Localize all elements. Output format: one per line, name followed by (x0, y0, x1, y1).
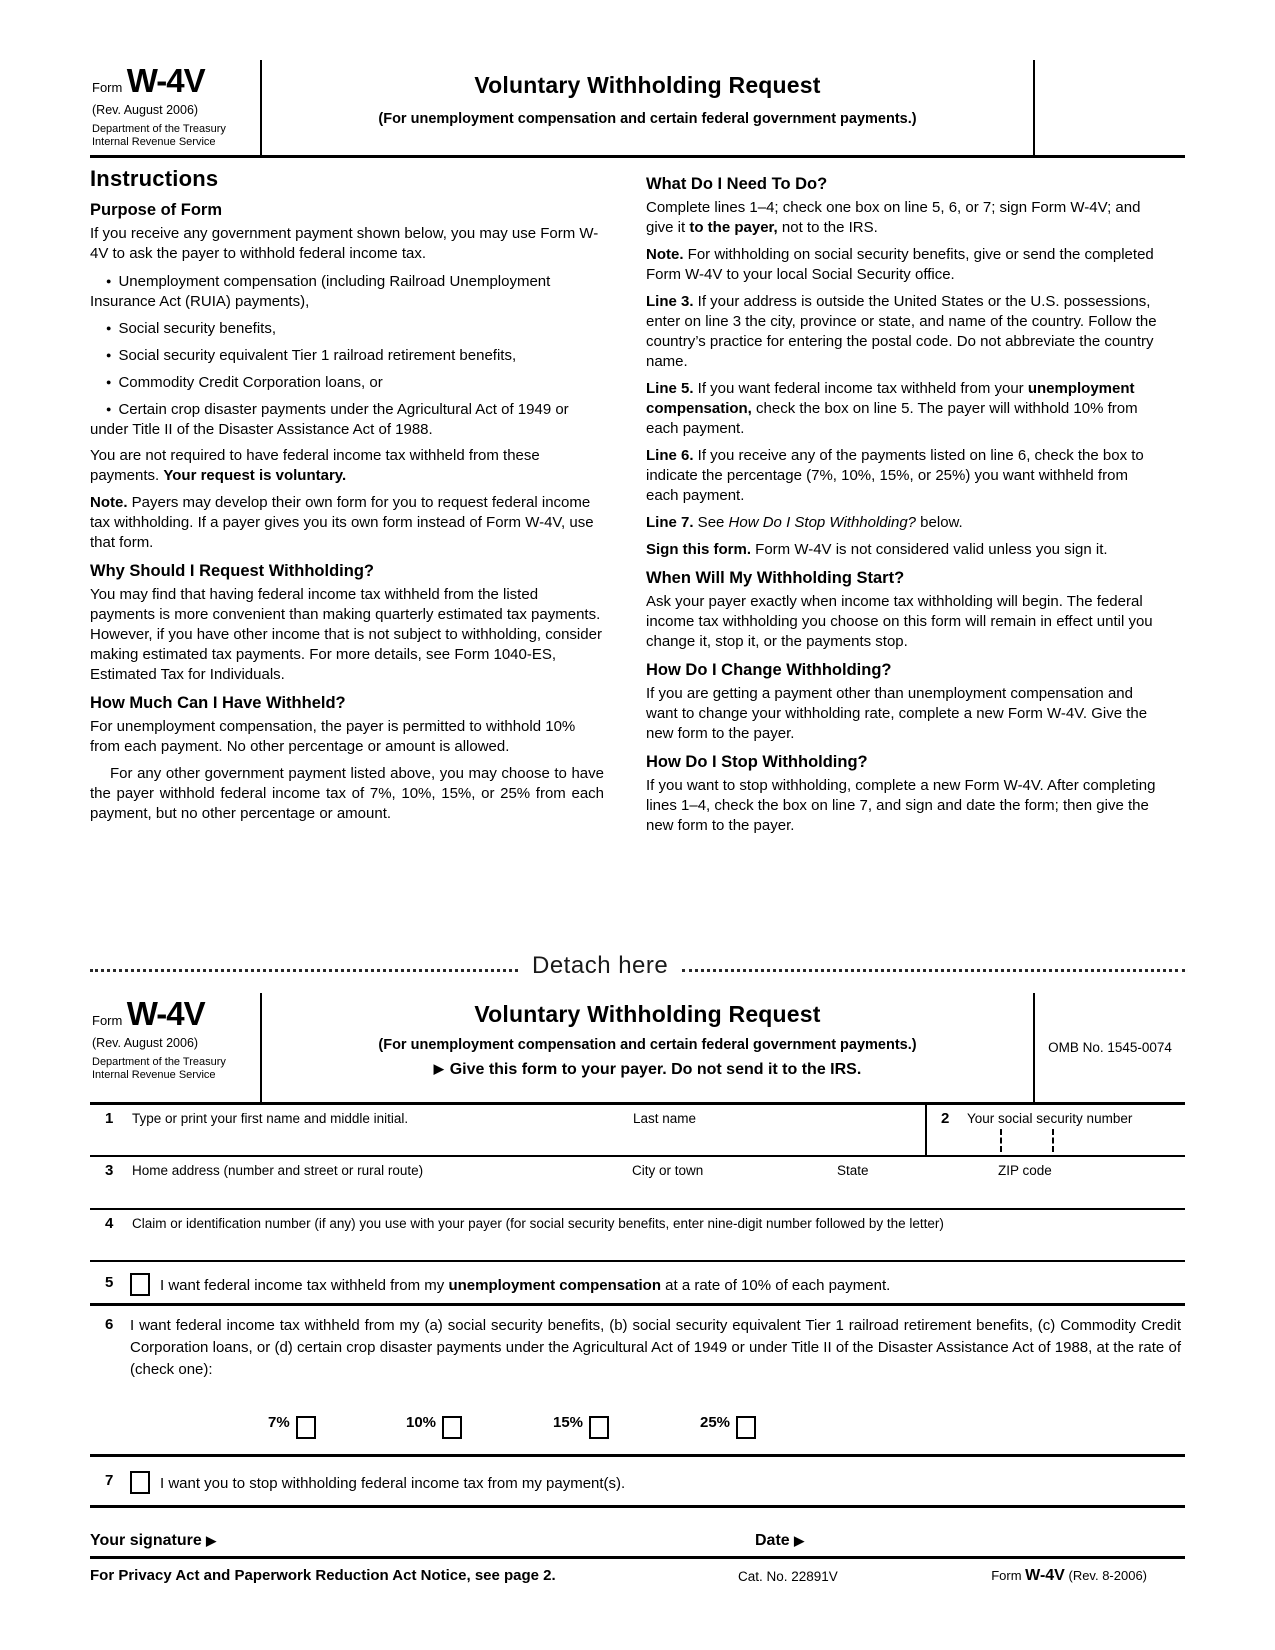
line6-text (130, 1315, 1181, 1381)
instructions-section (90, 166, 1185, 843)
signature-field[interactable] (280, 1522, 710, 1552)
instructions-paragraph (646, 379, 1160, 439)
line2-ssn-cell (925, 1105, 1185, 1155)
line1-row (90, 1105, 1185, 1157)
omb-box (1035, 993, 1185, 1102)
date-label-text: Date (755, 1532, 790, 1549)
line1-last-name-label: Last name (633, 1111, 697, 1126)
line7-row (90, 1457, 1185, 1508)
line6-row (90, 1306, 1185, 1457)
instructions-right-column (646, 166, 1160, 843)
line4-row (90, 1210, 1185, 1262)
text-run: You are not required to have federal income tax withheld from these payments. (90, 447, 540, 484)
percentage-option-25 (700, 1414, 756, 1439)
text-run: What Do I Need To Do? (646, 175, 828, 193)
bottom-agency-block (90, 993, 262, 1102)
instructions-paragraph (646, 540, 1160, 560)
instructions-paragraph (646, 776, 1160, 836)
omb-number: OMB No. 1545-0074 (1048, 1040, 1172, 1055)
instructions-subheading (646, 175, 1160, 194)
line6-number: 6 (105, 1316, 114, 1333)
form-ref-revision: (Rev. 8-2006) (1068, 1568, 1147, 1583)
instructions-paragraph (646, 684, 1160, 744)
city-field[interactable] (632, 1181, 822, 1207)
detach-row (90, 936, 1185, 980)
signature-label-text: Your signature (90, 1532, 202, 1549)
text-run: Line 3. (646, 293, 694, 310)
bottom-title-block (262, 993, 1035, 1102)
line4-number: 4 (105, 1215, 114, 1232)
line2-number: 2 (941, 1110, 950, 1127)
instructions-heading (90, 166, 604, 192)
bullet-icon: ● (106, 377, 112, 387)
form-word-label: Form (92, 1013, 123, 1028)
right-arrow-icon: ▶ (433, 1061, 444, 1076)
line6-percentage-options (90, 1414, 1185, 1446)
treasury-label: Department of the Treasury (92, 123, 226, 135)
last-name-field[interactable] (633, 1129, 913, 1155)
text-run: If your address is outside the United States or the U.S. possessions, enter on line 3 the city, province or state, and name of the country. Follow the country’s practice for entering the postal code. Do not abbreviate the country name. (646, 293, 1157, 370)
percentage-checkbox-15[interactable] (589, 1416, 609, 1439)
text-run: Instructions (90, 166, 219, 191)
text-run: Social security benefits, (118, 320, 277, 337)
right-arrow-icon: ▶ (794, 1533, 805, 1548)
instructions-paragraph (646, 446, 1160, 506)
irs-label: Internal Revenue Service (92, 136, 216, 148)
instructions-paragraph (90, 224, 604, 264)
text-run: If you receive any of the payments listed on line 6, check the box to indicate the percentage (7%, 10%, 15%, or 25%) you want withheld from each payment. (646, 447, 1144, 504)
instructions-left-column (90, 166, 604, 843)
first-name-field[interactable] (132, 1129, 612, 1155)
text-run: How Do I Stop Withholding? (646, 753, 868, 771)
line5-number: 5 (105, 1274, 114, 1291)
detach-dotted-line-right (682, 969, 1185, 972)
instructions-paragraph (646, 292, 1160, 372)
bullet-icon: ● (106, 404, 112, 414)
text-run: not to the IRS. (777, 219, 878, 236)
text-run: Line 5. (646, 380, 694, 397)
percentage-checkbox-7[interactable] (296, 1416, 316, 1439)
instructions-paragraph (90, 446, 604, 486)
text-run: You may find that having federal income tax withheld from the listed payments is more convenient than making quarterly estimated tax payments. However, if you have other income that is not subject to withholding, consider making estimated tax payments. For more details, see Form 1040-ES, Estimated Tax for Individuals. (90, 586, 602, 683)
home-address-field[interactable] (132, 1181, 612, 1207)
instructions-subheading (646, 569, 1160, 588)
percentage-label: 7% (268, 1414, 290, 1431)
text-run: If you receive any government payment shown below, you may use Form W-4V to ask the payer to withhold federal income tax. (90, 225, 599, 262)
percentage-label: 15% (553, 1414, 584, 1431)
percentage-option-7 (268, 1414, 316, 1439)
text-run: Why Should I Request Withholding? (90, 562, 374, 580)
line3-state-label: State (837, 1163, 869, 1178)
text-run: Your request is voluntary. (163, 467, 347, 484)
text-run: For withholding on social security benefits, give or send the completed Form W-4V to your local Social Security office. (646, 246, 1154, 283)
text-run: Social security equivalent Tier 1 railroad retirement benefits, (118, 347, 517, 364)
text-run: Certain crop disaster payments under the Agricultural Act of 1949 or under Title II of the Disaster Assistance Act of 1988. (90, 401, 569, 438)
ssn-field[interactable] (933, 1129, 1181, 1153)
line7-number: 7 (105, 1472, 114, 1489)
text-run: Complete lines 1–4; check one box on line 5, 6, or 7; sign Form W-4V; and give it (646, 199, 1141, 236)
irs-label: Internal Revenue Service (92, 1069, 216, 1081)
text-run: I want federal income tax withheld from my (a) social security benefits, (b) social security equivalent Tier 1 railroad retirement benefits, (c) Commodity Credit Corporation loans, or (d) certain crop disaster payments under the Agricultural Act of 1949 or under Title II of the Disaster Assistance Act of 1988, at the rate of (check one): (130, 1317, 1181, 1378)
text-run: Ask your payer exactly when income tax withholding will begin. The federal income tax withholding you choose on this form will remain in effect until you change it, stop it, or the payments stop. (646, 593, 1153, 650)
text-run: If you want federal income tax withheld from your (693, 380, 1028, 397)
top-form-header (90, 60, 1185, 158)
line3-address-label: Home address (number and street or rural route) (132, 1163, 424, 1178)
instructions-paragraph (90, 493, 604, 553)
top-title-block (262, 60, 1035, 155)
instructions-paragraph (646, 513, 1160, 533)
text-run: Sign this form. (646, 541, 751, 558)
text-run: Note. (90, 494, 128, 511)
page-footer (90, 1565, 1185, 1589)
instructions-bullet-item (90, 345, 604, 366)
line5-text (160, 1277, 890, 1294)
percentage-checkbox-10[interactable] (442, 1416, 462, 1439)
detach-here-label: Detach here (532, 952, 669, 979)
text-run: below. (916, 514, 963, 531)
text-run: Note. (646, 246, 684, 263)
line7-checkbox[interactable] (130, 1471, 150, 1494)
give-to-payer-instruction (262, 1061, 1033, 1079)
privacy-notice: For Privacy Act and Paperwork Reduction Act Notice, see page 2. (90, 1567, 556, 1584)
top-header-empty-box (1035, 60, 1185, 155)
form-title: Voluntary Withholding Request (474, 1001, 821, 1027)
text-run: For any other government payment listed above, you may choose to have the payer withhold federal income tax of 7%, 10%, 15%, or 25% from each payment, but no other percentage or amount. (90, 765, 604, 822)
text-run: Form W-4V is not considered valid unless you sign it. (751, 541, 1108, 558)
text-run: Unemployment compensation (including Railroad Unemployment Insurance Act (RUIA) payments), (90, 273, 551, 310)
top-agency-block (90, 60, 262, 155)
text-run: unemployment compensation, (646, 380, 1135, 417)
text-run: How Do I Stop Withholding? (728, 514, 917, 531)
percentage-label: 10% (406, 1414, 437, 1431)
bullet-icon: ● (106, 323, 112, 333)
line3-number: 3 (105, 1162, 114, 1179)
text-run: I want you to stop withholding federal income tax from my payment(s). (160, 1475, 626, 1492)
line1-first-name-label: Type or print your first name and middle initial. (132, 1111, 409, 1126)
text-run: How Do I Change Withholding? (646, 661, 892, 679)
percentage-option-15 (553, 1414, 609, 1439)
text-run: Purpose of Form (90, 201, 223, 219)
instructions-subheading (90, 201, 604, 220)
text-run: to the payer, (689, 219, 778, 236)
form-number: W-4V (126, 62, 205, 99)
instructions-subheading (90, 694, 604, 713)
line1-number: 1 (105, 1110, 114, 1127)
signature-row (90, 1508, 1185, 1559)
instructions-paragraph (90, 717, 604, 757)
instructions-subheading (646, 753, 1160, 772)
form-subtitle: (For unemployment compensation and certain federal government payments.) (378, 1037, 917, 1053)
catalog-number: Cat. No. 22891V (738, 1569, 838, 1584)
zip-field[interactable] (998, 1181, 1178, 1207)
form-subtitle: (For unemployment compensation and certain federal government payments.) (378, 111, 917, 127)
text-run: For unemployment compensation, the payer is permitted to withhold 10% from each payment. No other percentage or amount is allowed. (90, 718, 576, 755)
line7-statement (130, 1471, 1177, 1494)
instructions-subheading (90, 562, 604, 581)
bullet-icon: ● (106, 350, 112, 360)
instructions-paragraph (646, 198, 1160, 238)
text-run: How Much Can I Have Withheld? (90, 694, 346, 712)
percentage-checkbox-25[interactable] (736, 1416, 756, 1439)
text-run: Line 6. (646, 447, 694, 464)
signature-label (90, 1532, 216, 1550)
date-field[interactable] (830, 1522, 1170, 1552)
line5-row (90, 1262, 1185, 1306)
form-revision: (Rev. August 2006) (92, 1036, 199, 1050)
date-label (755, 1532, 804, 1550)
form-title: Voluntary Withholding Request (474, 72, 821, 98)
text-run: If you are getting a payment other than unemployment compensation and want to change your withholding rate, complete a new Form W-4V. Give the new form to the payer. (646, 685, 1148, 742)
detach-dotted-line-left (90, 969, 518, 972)
instructions-bullet-item (90, 318, 604, 339)
form-word-label: Form (92, 80, 123, 95)
line5-statement (130, 1273, 1177, 1296)
text-run: Commodity Credit Corporation loans, or (118, 374, 383, 391)
instructions-bullet-item (90, 271, 604, 312)
text-run: If you want to stop withholding, complete a new Form W-4V. After completing lines 1–4, check the box on line 7, and sign and date the form; then give the new form to the payer. (646, 777, 1156, 834)
percentage-option-10 (406, 1414, 462, 1439)
form-ref-word: Form (991, 1568, 1022, 1583)
form-reference (991, 1567, 1147, 1585)
instructions-paragraph (646, 245, 1160, 285)
form-number: W-4V (126, 995, 205, 1032)
right-arrow-icon: ▶ (206, 1533, 217, 1548)
bullet-icon: ● (106, 276, 112, 286)
line3-zip-label: ZIP code (998, 1163, 1052, 1178)
form-revision: (Rev. August 2006) (92, 103, 199, 117)
text-run: When Will My Withholding Start? (646, 569, 905, 587)
line7-text (160, 1475, 625, 1492)
line3-city-label: City or town (632, 1163, 704, 1178)
form-ref-number: W-4V (1025, 1567, 1065, 1584)
line5-checkbox[interactable] (130, 1273, 150, 1296)
instructions-paragraph (90, 764, 604, 824)
instructions-bullet-item (90, 399, 604, 440)
bottom-form-header (90, 993, 1185, 1105)
instructions-bullet-item (90, 372, 604, 393)
treasury-label: Department of the Treasury (92, 1056, 226, 1068)
text-run: unemployment compensation (448, 1277, 661, 1294)
percentage-label: 25% (700, 1414, 731, 1431)
text-run: Line 7. (646, 514, 694, 531)
text-run: at a rate of 10% of each payment. (660, 1277, 891, 1294)
claim-number-field[interactable] (132, 1234, 1172, 1258)
line2-ssn-label: Your social security number (967, 1111, 1133, 1126)
text-run: I want federal income tax withheld from my (160, 1277, 449, 1294)
text-run: Payers may develop their own form for you to request federal income tax withholding. If a payer gives you its own form instead of Form W-4V, use that form. (90, 494, 594, 551)
give-to-payer-text: Give this form to your payer. Do not send it to the IRS. (449, 1061, 862, 1078)
state-field[interactable] (837, 1181, 977, 1207)
text-run: See (693, 514, 729, 531)
instructions-subheading (646, 661, 1160, 680)
line4-claim-label: Claim or identification number (if any) you use with your payer (for social security benefits, enter nine-digit number followed by the letter) (132, 1216, 944, 1231)
instructions-paragraph (90, 585, 604, 685)
text-run: check the box on line 5. The payer will withhold 10% from each payment. (646, 400, 1138, 437)
instructions-paragraph (646, 592, 1160, 652)
line3-row (90, 1157, 1185, 1210)
